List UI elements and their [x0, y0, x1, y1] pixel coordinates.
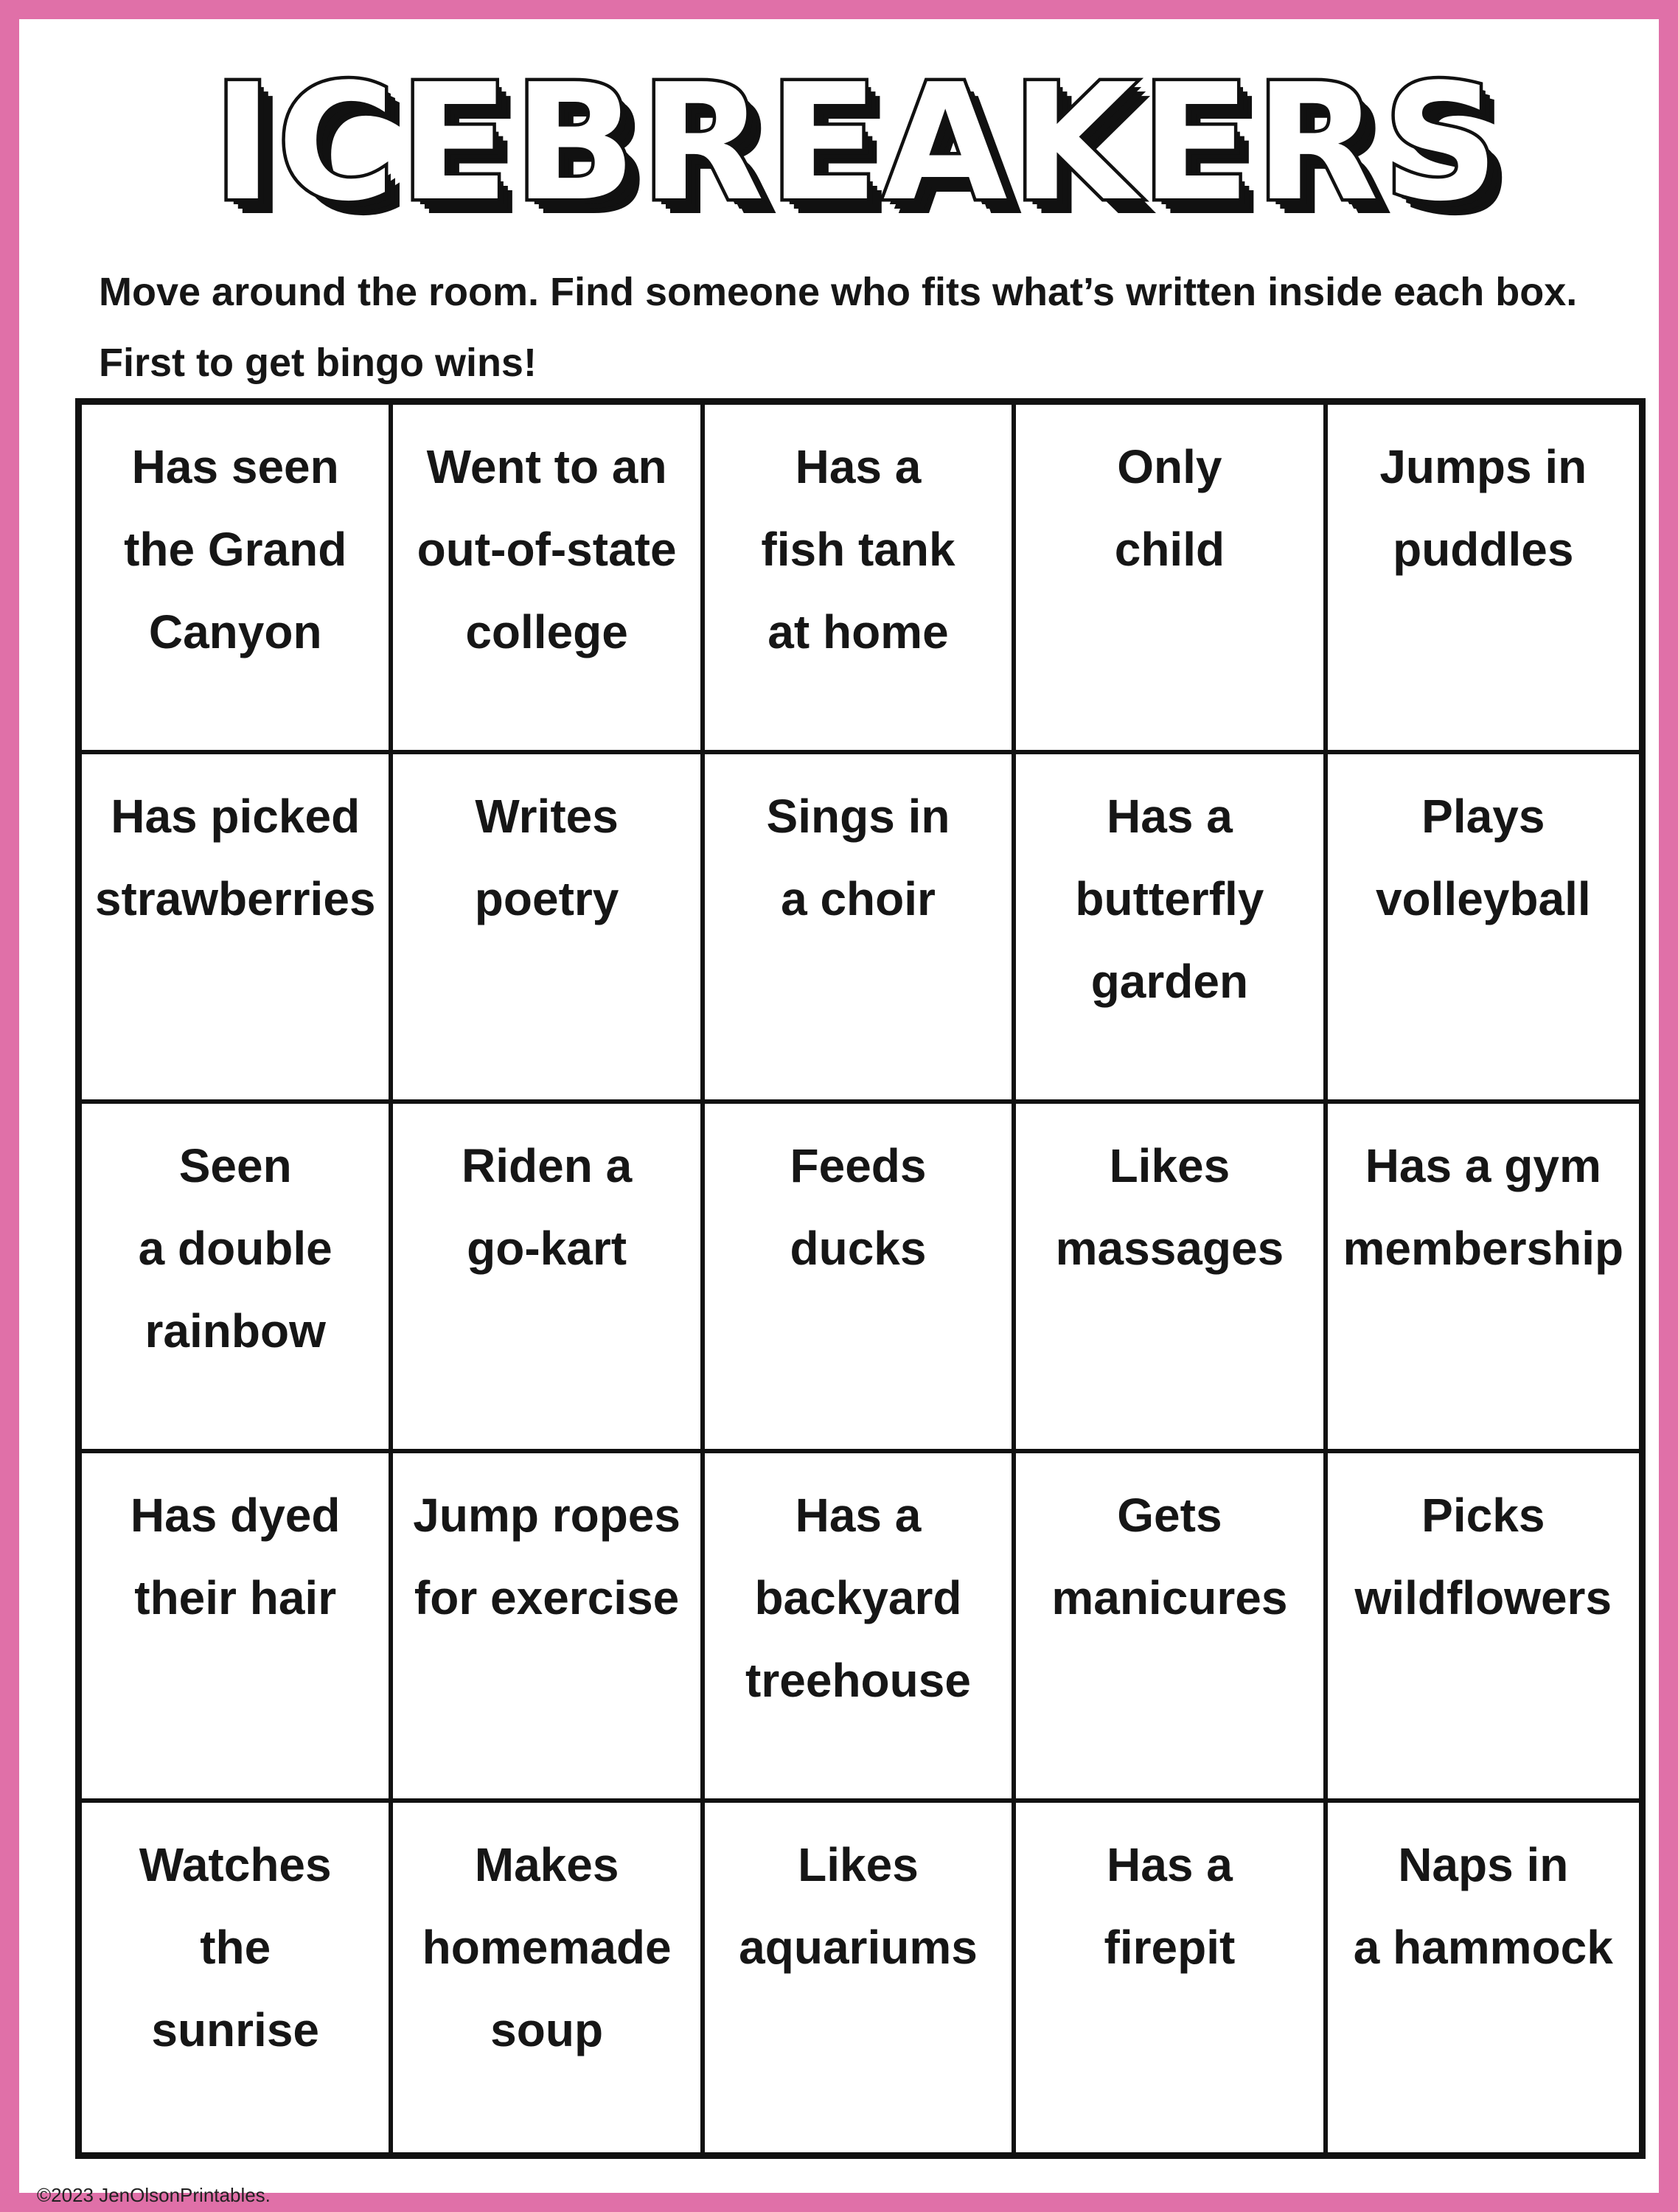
bingo-cell-text-line: Naps in — [1398, 1838, 1569, 1891]
bingo-cell-text-line: ducks — [790, 1222, 927, 1275]
bingo-cell-text-line: backyard — [754, 1571, 962, 1624]
bingo-cell — [393, 1803, 704, 2152]
bingo-cell-text-line: Gets — [1117, 1489, 1222, 1542]
bingo-cell-text-line: go-kart — [467, 1222, 627, 1275]
bingo-cell-text-line: their hair — [134, 1571, 337, 1624]
page-title: ICEBREAKERS — [212, 50, 1504, 237]
bingo-cell — [82, 1453, 393, 1803]
bingo-cell — [1016, 405, 1327, 754]
bingo-cell-text-line: Has picked — [111, 790, 361, 843]
bingo-cell-text-line: homemade — [422, 1921, 672, 1974]
bingo-cell-text-line: Makes — [474, 1838, 619, 1891]
bingo-cell-text-line: Has a — [1107, 1838, 1233, 1891]
bingo-cell-text-line: garden — [1090, 955, 1249, 1008]
bingo-cell — [705, 1453, 1016, 1803]
bingo-cell-text-line: strawberries — [94, 872, 376, 925]
bingo-cell-text-line: Likes — [1109, 1139, 1230, 1192]
bingo-cell — [393, 1453, 704, 1803]
bingo-cell-text-line: aquariums — [739, 1921, 978, 1974]
bingo-cell-text-line: Seen — [178, 1139, 292, 1192]
bingo-cell — [705, 405, 1016, 754]
bingo-cell-text-line: volleyball — [1375, 872, 1591, 925]
bingo-cell-text-line: Writes — [475, 790, 619, 843]
bingo-cell-text-line: Sings in — [766, 790, 950, 843]
bingo-cell-text-line: Has dyed — [130, 1489, 341, 1542]
bingo-cell-text-line: Jump ropes — [413, 1489, 680, 1542]
copyright-notice: ©2023 JenOlsonPrintables. — [37, 2184, 271, 2206]
bingo-cell-text-line: massages — [1055, 1222, 1284, 1275]
bingo-cell-text-line: Riden a — [462, 1139, 633, 1192]
instructions — [99, 257, 1647, 398]
bingo-cell — [1016, 1803, 1327, 2152]
bingo-cell — [1328, 1803, 1639, 2152]
bingo-cell — [82, 1104, 393, 1453]
bingo-cell — [82, 754, 393, 1104]
bingo-cell-text-line: Only — [1117, 440, 1222, 493]
bingo-cell-text-line: at home — [767, 605, 949, 658]
instructions-line-1: Move around the room. Find someone who fits what’s written inside each box. — [99, 270, 1578, 314]
bingo-grid — [75, 398, 1646, 2159]
bingo-cell-text-line: firepit — [1104, 1921, 1236, 1974]
bingo-cell-text-line: the Grand — [124, 523, 347, 576]
bingo-cell — [1328, 405, 1639, 754]
bingo-cell-text-line: manicures — [1051, 1571, 1288, 1624]
bingo-cell-text-line: Jumps in — [1379, 440, 1587, 493]
bingo-cell-text-line: a choir — [781, 872, 936, 925]
bingo-cell-text-line: rainbow — [145, 1304, 326, 1357]
instructions-line-2: First to get bingo wins! — [99, 341, 537, 385]
bingo-cell-text-line: Has a gym — [1365, 1139, 1601, 1192]
bingo-cell — [1328, 1453, 1639, 1803]
bingo-cell-text-line: Plays — [1421, 790, 1545, 843]
bingo-cell-text-line: treehouse — [745, 1654, 971, 1707]
bingo-cell-text-line: for exercise — [414, 1571, 680, 1624]
bingo-cell-text-line: Canyon — [148, 605, 322, 658]
bingo-cell — [705, 1803, 1016, 2152]
bingo-cell-text-line: soup — [490, 2003, 604, 2056]
bingo-cell-text-line: Has a — [795, 440, 922, 493]
bingo-cell-text-line: poetry — [474, 872, 619, 925]
bingo-cell — [705, 1104, 1016, 1453]
bingo-cell — [1016, 754, 1327, 1104]
bingo-cell-text-line: Has seen — [131, 440, 339, 493]
bingo-cell-text-line: out-of-state — [417, 523, 677, 576]
bingo-cell — [1016, 1104, 1327, 1453]
bingo-cell — [1016, 1453, 1327, 1803]
bingo-cell-text-line: the — [200, 1921, 271, 1974]
bingo-cell — [705, 754, 1016, 1104]
bingo-cell — [393, 754, 704, 1104]
bingo-cell-text-line: Went to an — [426, 440, 667, 493]
bingo-cell-text-line: butterfly — [1075, 872, 1264, 925]
bingo-cell-text-line: college — [465, 605, 628, 658]
bingo-cell-text-line: a hammock — [1353, 1921, 1613, 1974]
bingo-cell-text-line: Picks — [1421, 1489, 1545, 1542]
bingo-cell — [1328, 754, 1639, 1104]
bingo-cell-text-line: Has a — [1107, 790, 1233, 843]
bingo-cell-text-line: Watches — [139, 1838, 332, 1891]
bingo-cell — [393, 1104, 704, 1453]
bingo-cell-text-line: a double — [138, 1222, 333, 1275]
bingo-cell-text-line: puddles — [1393, 523, 1574, 576]
bingo-cell — [82, 405, 393, 754]
bingo-cell-text-line: Likes — [798, 1838, 919, 1891]
bingo-cell — [1328, 1104, 1639, 1453]
bingo-cell-text-line: wildflowers — [1354, 1571, 1612, 1624]
bingo-cell — [82, 1803, 393, 2152]
bingo-cell-text-line: fish tank — [761, 523, 955, 576]
bingo-cell-text-line: membership — [1343, 1222, 1624, 1275]
bingo-cell — [393, 405, 704, 754]
bingo-cell-text-line: Has a — [795, 1489, 922, 1542]
bingo-cell-text-line: child — [1114, 523, 1225, 576]
bingo-cell-text-line: Feeds — [790, 1139, 927, 1192]
bingo-cell-text-line: sunrise — [151, 2003, 320, 2056]
